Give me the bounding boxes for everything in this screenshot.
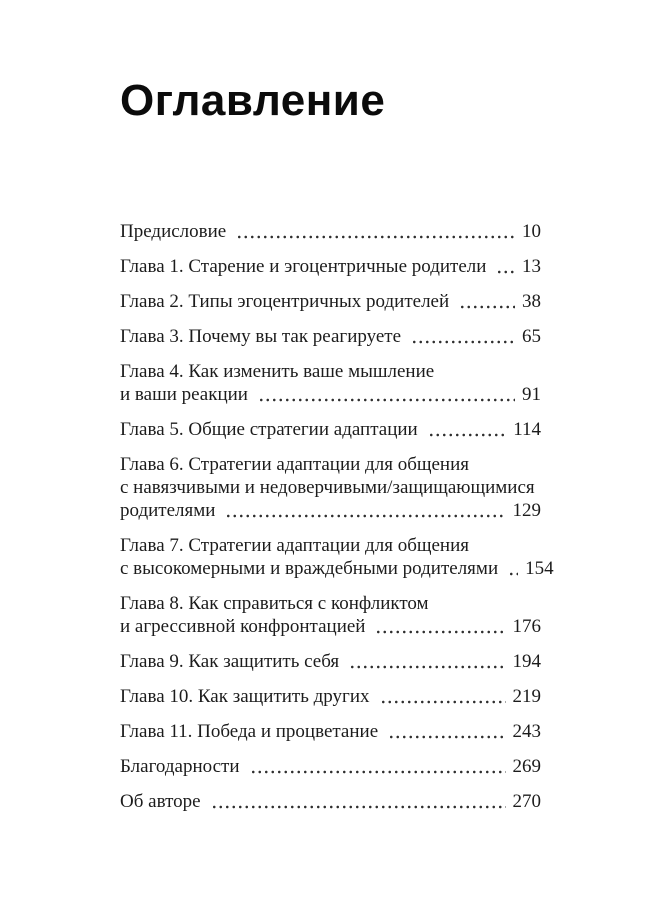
toc-entry-label: и ваши реакции [120, 384, 248, 405]
toc-entry-chapter-2 [120, 290, 541, 313]
dot-leader [378, 685, 506, 708]
toc-entry-label-line: Глава 4. Как изменить ваше мышление [120, 361, 435, 382]
toc-entry-label-line: Глава 8. Как справиться с конфликтом [120, 593, 429, 614]
dot-leader [506, 557, 518, 580]
toc-entry-label: Об авторе [120, 791, 201, 812]
dot-leader [409, 325, 515, 348]
dot-leader [234, 220, 515, 243]
dot-leader [494, 255, 515, 278]
toc-entry-chapter-11 [120, 720, 541, 743]
toc-entry-page: 269 [512, 756, 541, 777]
dot-leader [223, 499, 505, 522]
toc-entry-page: 219 [512, 686, 541, 707]
toc-entry-about-author [120, 790, 541, 813]
toc-entry-page: 154 [525, 558, 554, 579]
dot-leader [373, 615, 505, 638]
toc-entry-page: 38 [522, 291, 541, 312]
toc-entry-label: Глава 9. Как защитить себя [120, 651, 340, 672]
toc-entry-chapter-10 [120, 685, 541, 708]
toc-entry-page: 176 [512, 616, 541, 637]
toc-entry-preface [120, 220, 541, 243]
toc-entry-label: родителями [120, 500, 216, 521]
toc-entry-chapter-1 [120, 255, 541, 278]
toc-entry-label: Глава 2. Типы эгоцентричных родителей [120, 291, 450, 312]
toc-entry-chapter-3 [120, 325, 541, 348]
dot-leader [457, 290, 515, 313]
toc-entry-page: 194 [512, 651, 541, 672]
toc-entry-page: 243 [512, 721, 541, 742]
dot-leader [256, 383, 515, 406]
toc-entry-label: Предисловие [120, 221, 227, 242]
toc-entry-page: 114 [513, 419, 541, 440]
toc-entry-chapter-8 [120, 592, 541, 638]
toc-entry-chapter-6 [120, 453, 541, 522]
toc-entry-label-line: Глава 6. Стратегии адаптации для общения [120, 454, 470, 475]
toc-entry-chapter-9 [120, 650, 541, 673]
toc-entry-page: 65 [522, 326, 541, 347]
toc-entry-label: Глава 10. Как защитить других [120, 686, 370, 707]
dot-leader [248, 755, 506, 778]
toc-entry-label: Глава 1. Старение и эгоцентричные родители [120, 256, 487, 277]
toc-entry-page: 91 [522, 384, 541, 405]
toc-entry-page: 13 [522, 256, 541, 277]
toc-entry-label: Глава 5. Общие стратегии адаптации [120, 419, 418, 440]
toc-entry-chapter-7 [120, 534, 554, 580]
dot-leader [386, 720, 505, 743]
dot-leader [426, 418, 507, 441]
dot-leader [347, 650, 505, 673]
toc-entry-chapter-4 [120, 360, 541, 406]
toc-entry-label: и агрессивной конфронтацией [120, 616, 366, 637]
toc-entry-label: Глава 3. Почему вы так реагируете [120, 326, 402, 347]
toc-entry-chapter-5 [120, 418, 541, 441]
toc-entry-acknowledgements [120, 755, 541, 778]
toc-entry-page: 270 [512, 791, 541, 812]
toc-entry-page: 129 [512, 500, 541, 521]
dot-leader [209, 790, 506, 813]
toc-list [120, 220, 554, 813]
toc-entry-label-line: с навязчивыми и недоверчивыми/защищающимися [120, 477, 535, 498]
toc-entry-label: с высокомерными и враждебными родителями [120, 558, 499, 579]
toc-entry-page: 10 [522, 221, 541, 242]
page-title: Оглавление [120, 76, 386, 125]
toc-entry-label: Благодарности [120, 756, 240, 777]
toc-entry-label: Глава 11. Победа и процветание [120, 721, 379, 742]
toc-entry-label-line: Глава 7. Стратегии адаптации для общения [120, 535, 470, 556]
